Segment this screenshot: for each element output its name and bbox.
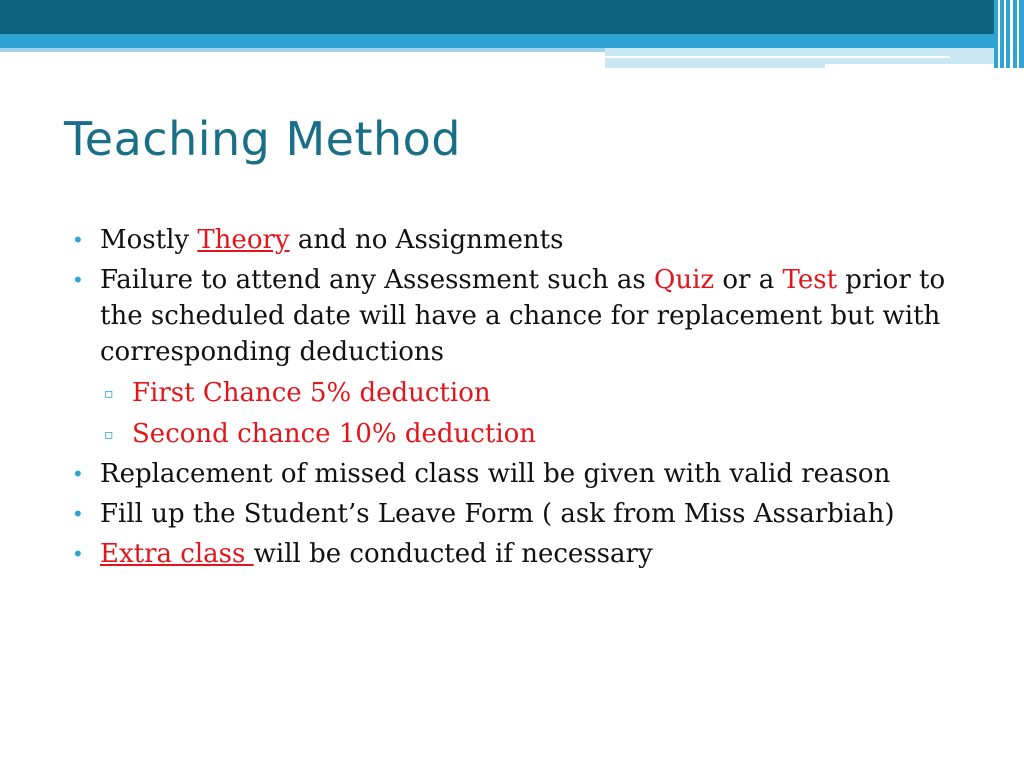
bullet-text: or a	[714, 265, 783, 295]
header-band-light	[0, 34, 1024, 48]
header-divider-line-short	[825, 64, 995, 68]
bullet-icon: •	[72, 268, 84, 292]
header-band-dark	[0, 0, 1024, 34]
sub-bullet-item	[70, 374, 970, 412]
bullet-text: Replacement of missed class will be given with valid reason	[100, 459, 891, 489]
sub-bullet-icon: ▫	[104, 386, 114, 402]
bullet-icon: •	[72, 502, 84, 526]
sub-bullet-text: First Chance 5% deduction	[132, 378, 491, 408]
bullet-text: prior to the scheduled date will have a chance for replacement but with corresponding deductions	[100, 265, 946, 367]
bullet-item	[70, 456, 970, 492]
header-vertical-stripes	[994, 0, 1024, 68]
bullet-icon: •	[72, 462, 84, 486]
slide-title: Teaching Method	[64, 112, 461, 166]
bullet-text: will be conducted if necessary	[253, 539, 653, 569]
stripe	[1004, 0, 1006, 68]
sub-bullet-icon: ▫	[104, 427, 114, 443]
slide-body	[70, 222, 970, 576]
emphasis-extra-class: Extra class	[100, 539, 254, 569]
bullet-item	[70, 262, 970, 370]
bullet-icon: •	[72, 542, 84, 566]
emphasis-quiz: Quiz	[654, 265, 715, 295]
bullet-item	[70, 496, 970, 532]
stripe	[998, 0, 1000, 68]
bullet-text: Fill up the Student’s Leave Form ( ask from Miss Assarbiah)	[100, 499, 895, 529]
bullet-item	[70, 536, 970, 572]
stripe	[1017, 0, 1019, 68]
stripe	[1010, 0, 1013, 68]
sub-bullet-item	[70, 415, 970, 453]
emphasis-theory: Theory	[197, 225, 290, 255]
header-divider-line	[605, 56, 950, 58]
bullet-text: Mostly	[100, 225, 198, 255]
bullet-text: Failure to attend any Assessment such as	[100, 265, 655, 295]
bullet-item	[70, 222, 970, 258]
sub-bullet-text: Second chance 10% deduction	[132, 419, 537, 449]
bullet-text: and no Assignments	[289, 225, 564, 255]
bullet-icon: •	[72, 228, 84, 252]
header-band-pale	[0, 48, 605, 52]
emphasis-test: Test	[782, 265, 838, 295]
